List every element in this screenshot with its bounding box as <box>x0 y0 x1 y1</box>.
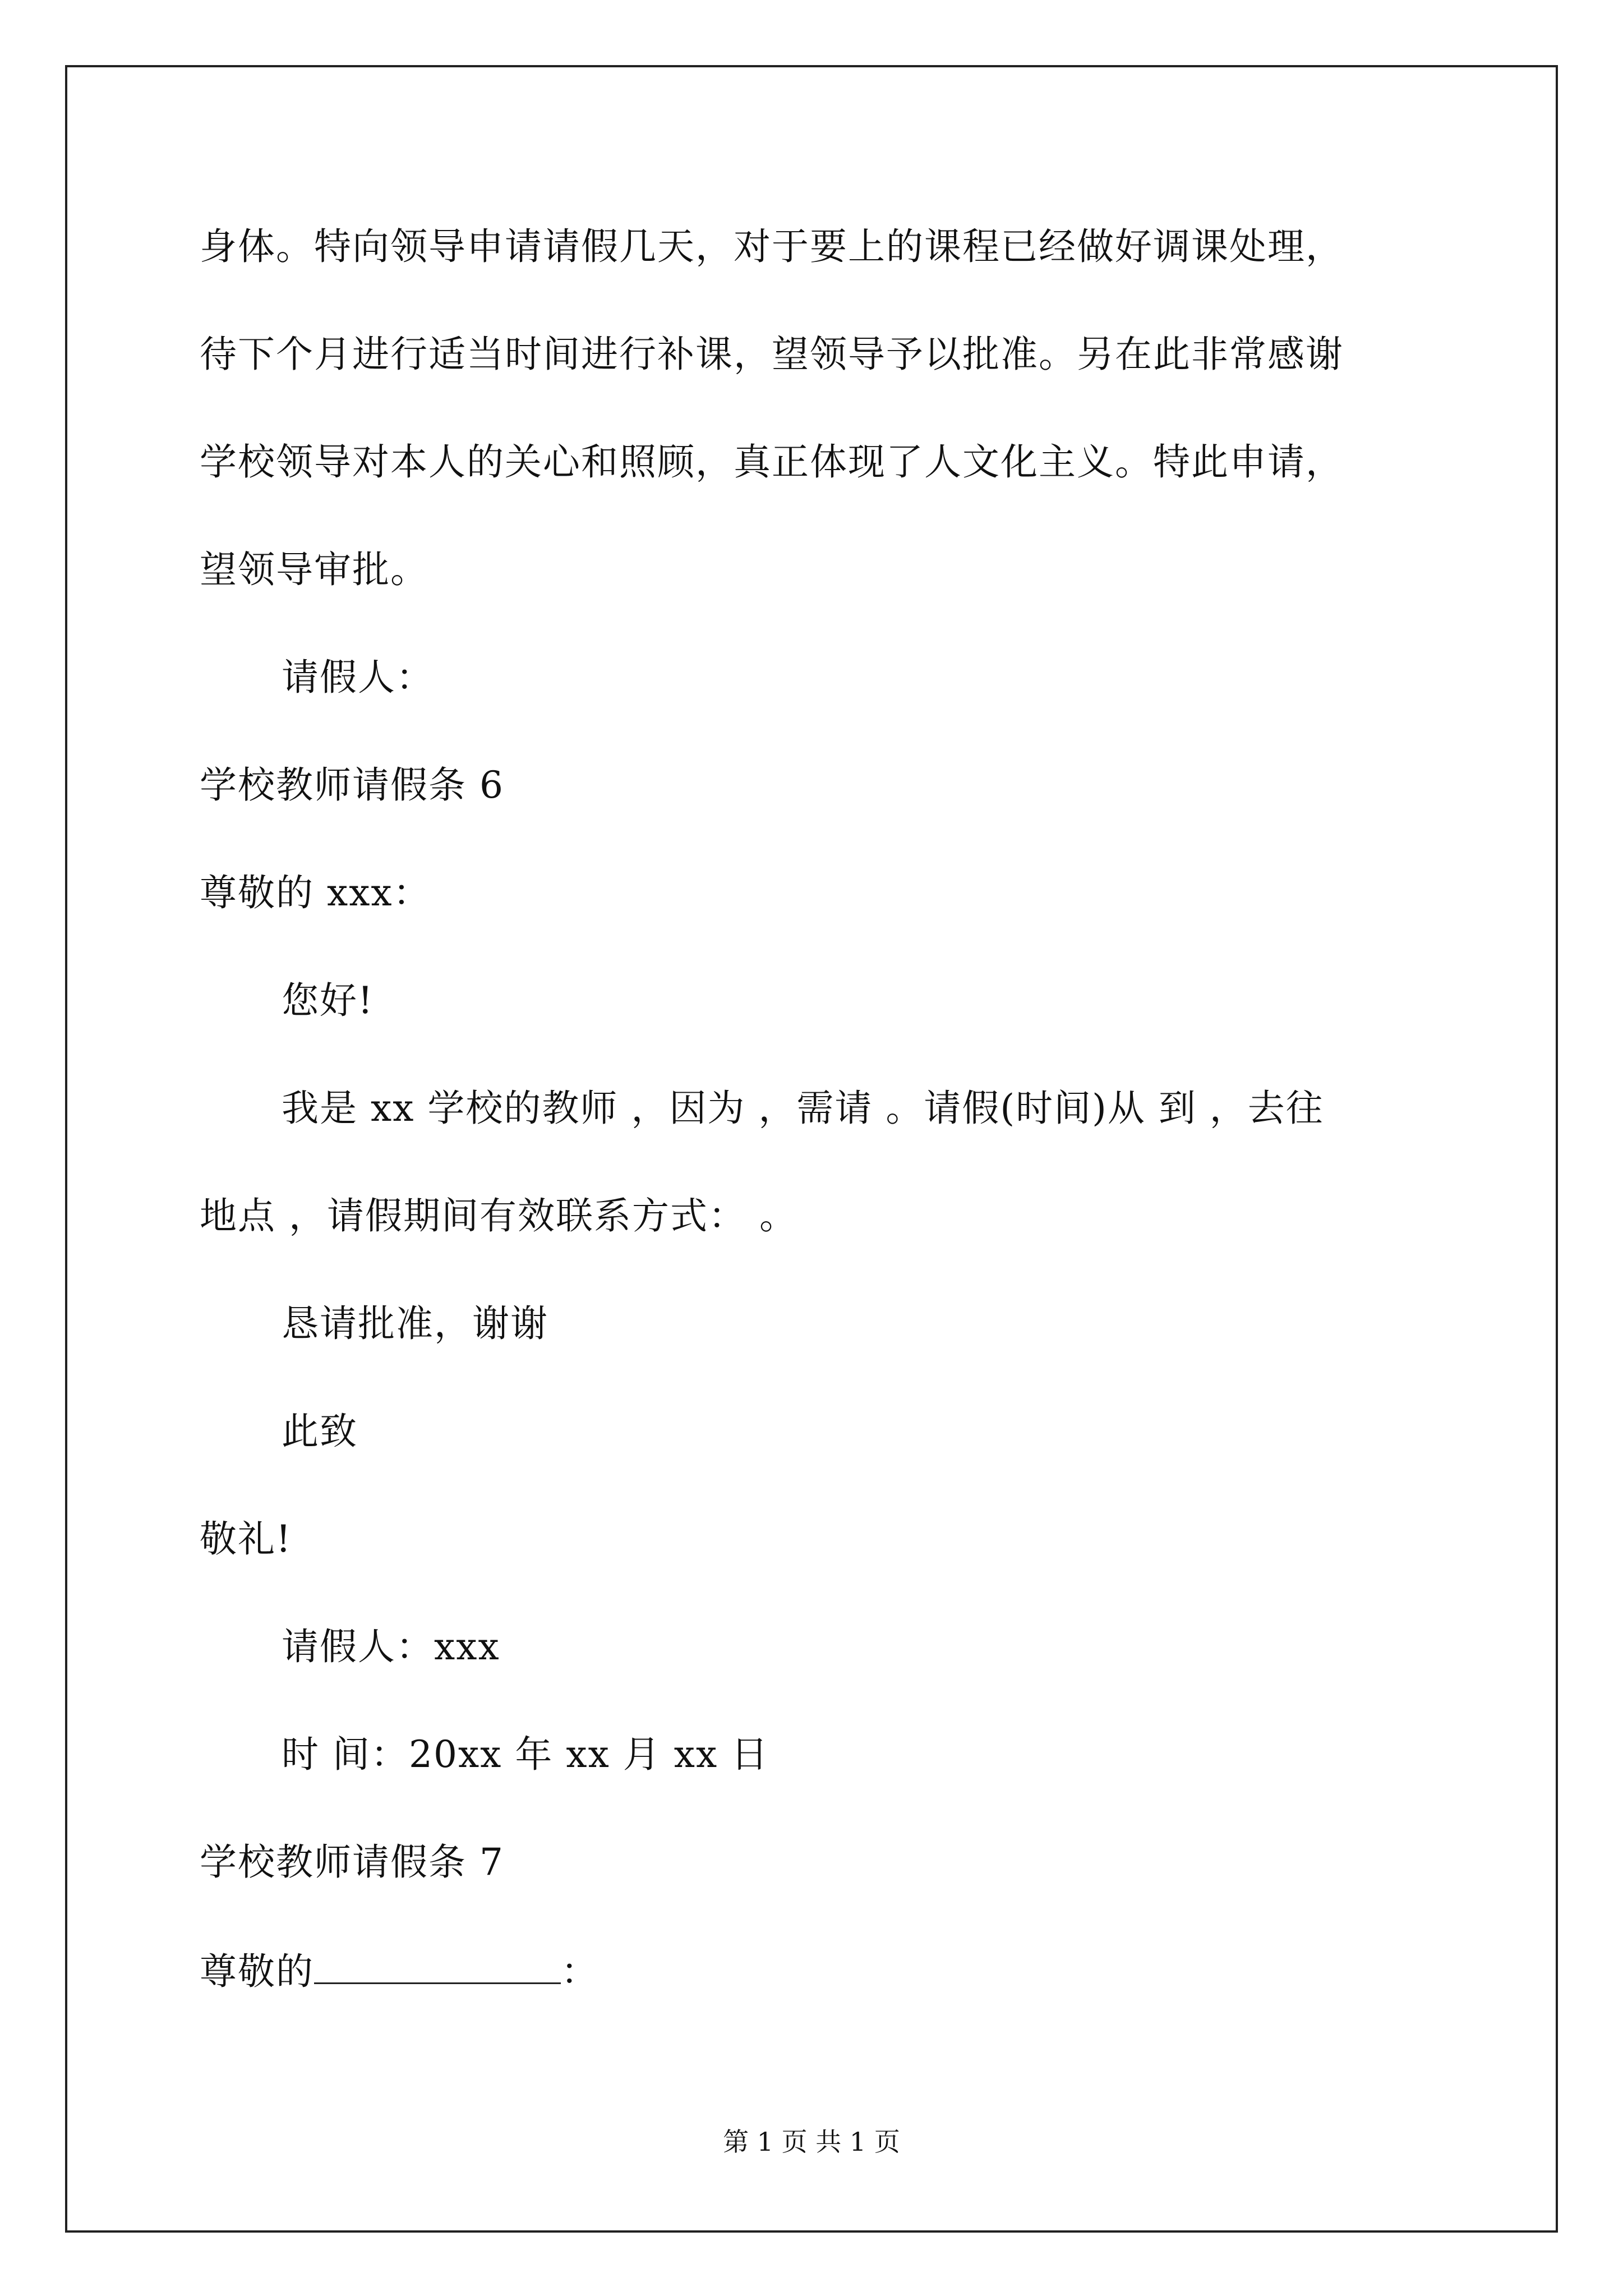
signature-label: 请假人： <box>282 656 434 699</box>
paragraph-line: 学校领导对本人的关心和照顾，真正体现了人文化主义。特此申请， <box>200 440 1344 484</box>
signature-date: 时 间：20xx 年 xx 月 xx 日 <box>282 1733 769 1776</box>
page-footer: 第 1 页 共 1 页 <box>723 2127 900 2157</box>
blank-underline <box>314 1948 561 1984</box>
paragraph-line: 待下个月进行适当时间进行补课，望领导予以批准。另在此非常感谢 <box>200 333 1344 376</box>
greeting: 您好! <box>282 979 374 1022</box>
closing-line: 此致 <box>282 1410 358 1453</box>
section-heading: 学校教师请假条 6 <box>200 763 504 807</box>
section-heading: 学校教师请假条 7 <box>200 1841 504 1884</box>
paragraph-line: 地点 ，请假期间有效联系方式： 。 <box>200 1194 797 1237</box>
salutation <box>200 1948 599 1994</box>
salutation-colon: ： <box>561 1950 599 1993</box>
request-line: 恳请批准，谢谢 <box>282 1302 548 1345</box>
salutation: 尊敬的 xxx： <box>200 871 431 914</box>
closing-salute: 敬礼! <box>200 1517 292 1561</box>
signature-name: 请假人：xxx <box>282 1625 500 1668</box>
salutation-prefix: 尊敬的 <box>200 1950 314 1993</box>
paragraph-line: 望领导审批。 <box>200 548 428 591</box>
paragraph-line: 身体。特向领导申请请假几天，对于要上的课程已经做好调课处理， <box>200 225 1344 268</box>
paragraph-line: 我是 xx 学校的教师 ，因为 ，需请 。请假(时间)从 到 ，去往 <box>282 1087 1324 1130</box>
